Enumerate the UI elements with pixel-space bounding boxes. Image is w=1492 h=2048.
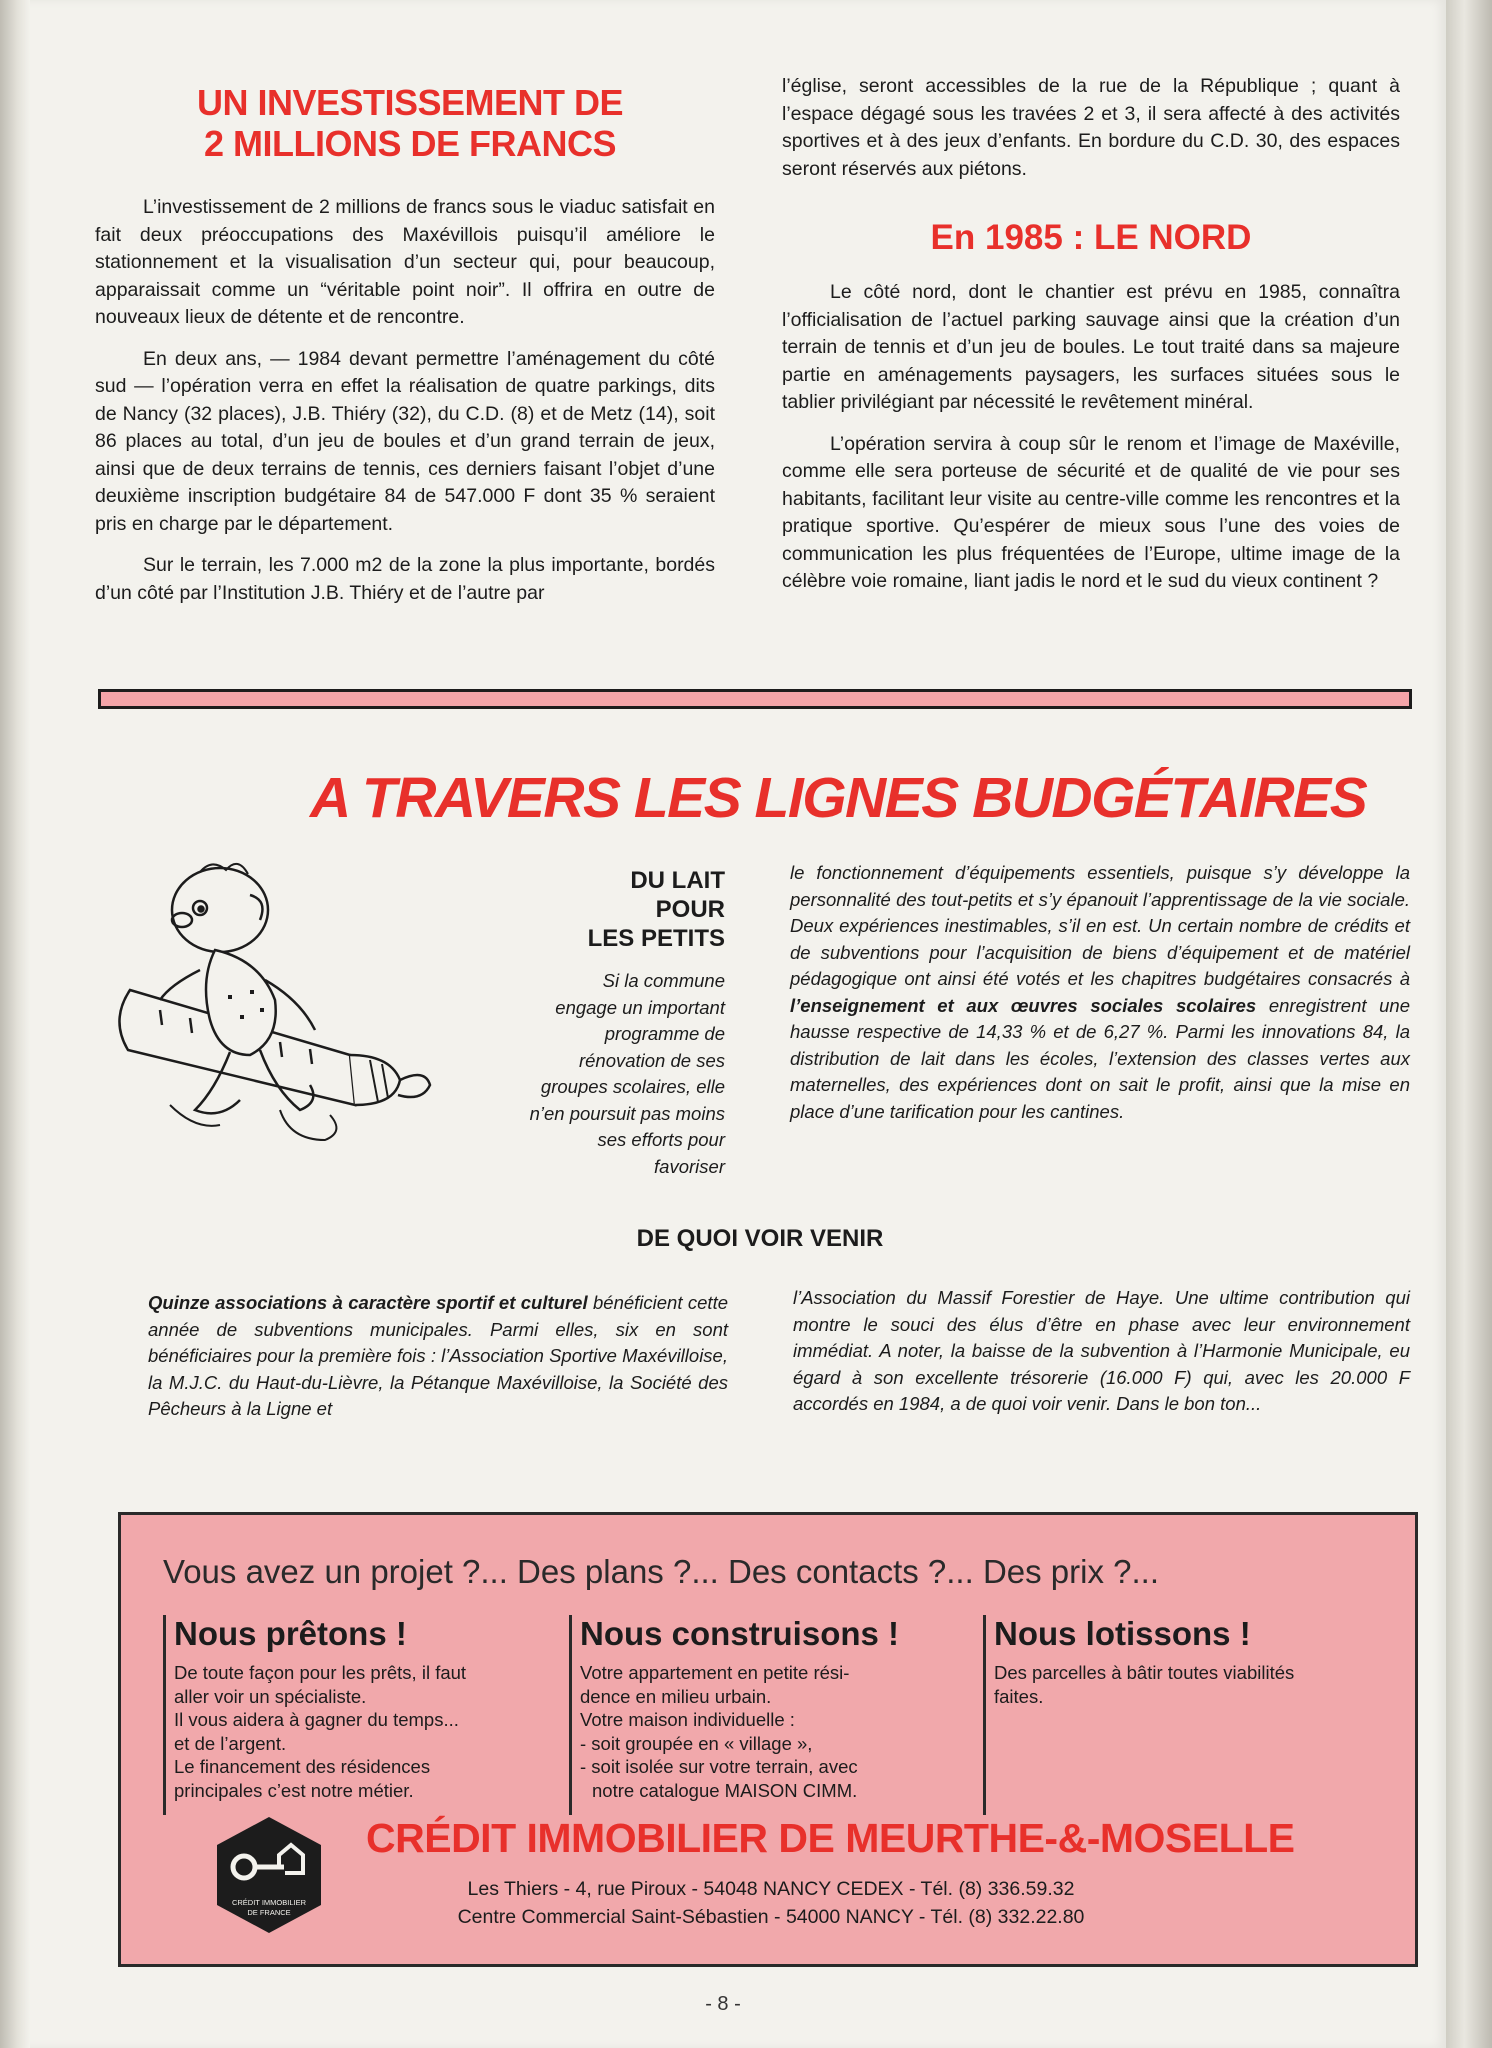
address-line: Les Thiers - 4, rue Piroux - 54048 NANCY CEDEX - Tél. (8) 336.59.32 (467, 1878, 1075, 1900)
text-run: le fonctionnement d’équipements essentiels, puisque s’y développe la personnalité des tout-petits et s’y épanouit l’apprentissage de la vie sociale. Deux expériences inestimables, s’il en est. Un certain nombre de crédits et de subventions pour l’acquisition de biens d’équipement et de matériel pédagogique ont ainsi été votés et les chapitres budgétaires consacrés à (790, 862, 1410, 989)
text-line: Si la commune (602, 970, 725, 991)
baby-bottle-illustration (100, 840, 445, 1170)
sidebar-text (430, 968, 725, 1180)
page-edge (1446, 0, 1492, 2048)
text-line: Votre appartement en petite rési- (580, 1662, 850, 1683)
ad-column-title: Nous lotissons ! (994, 1615, 1251, 1652)
subtitle: En 1985 : LE NORD (930, 218, 1252, 257)
heading-line: DU LAIT (630, 867, 725, 894)
article-right-column (782, 73, 1400, 197)
section-title: A TRAVERS LES LIGNES BUDGÉTAIRES (310, 766, 1367, 830)
ad-column-text (994, 1661, 1394, 1708)
bold-text-run: Quinze associations à caractère sportif et culturel (148, 1292, 588, 1313)
page-number: - 8 - (705, 1993, 741, 2015)
title-line-2: 2 MILLIONS DE FRANCS (203, 123, 616, 164)
bold-text-run: l’enseignement et aux œuvres sociales scolaires (790, 994, 1257, 1016)
ad-column-text (174, 1661, 554, 1802)
paragraph: L’opération servira à coup sûr le renom et l’image de Maxéville, comme elle sera porteuse de sécurité et de qualité de vie pour ses habitants, facilitant leur visite au centre-ville comme les rencontres et la pratique sportive. Qu’espérer de mieux sous l’une des voies de communication les plus fréquentées de l’Europe, ultime image de la célèbre voie romaine, liant jadis le nord et le sud du vieux continent ? (782, 432, 1400, 592)
paragraph: l’Association du Massif Forestier de Haye. Une ultime contribution qui montre le souci des élus d’être en phase avec leur environnement immédiat. A noter, la baisse de la subvention à l’Harmonie Municipale, eu égard à son excellente trésorerie (16.000 F) qui, avec les 20.000 F accordés en 1984, a de quoi voir venir. Dans le bon ton... (793, 1287, 1410, 1414)
text-line: dence en milieu urbain. (580, 1685, 772, 1707)
address-line: Centre Commercial Saint-Sébastien - 54000 NANCY - Tél. (8) 332.22.80 (457, 1906, 1085, 1928)
paragraph: l’église, seront accessibles de la rue de la République ; quant à l’espace dégagé sous les travées 2 et 3, il sera affecté à des activités sportives et à des jeux d’enfants. En bordure du C.D. 30, des espaces seront réservés aux piétons. (782, 75, 1400, 180)
ad-column-loans (163, 1615, 554, 1815)
text-line: faites. (994, 1685, 1044, 1707)
paragraph: Sur le terrain, les 7.000 m2 de la zone la plus importante, bordés d’un côté par l’Institution J.B. Thiéry et de l’autre par (95, 554, 715, 604)
text-line: - soit groupée en « village », (580, 1732, 813, 1754)
text-line: ses efforts pour (597, 1129, 725, 1150)
text-line: aller voir un spécialiste. (174, 1685, 367, 1707)
ad-tagline: Vous avez un projet ?... Des plans ?... Des contacts ?... Des prix ?... (163, 1553, 1159, 1590)
article-left-column (95, 194, 715, 607)
ad-column-title: Nous prêtons ! (174, 1615, 407, 1652)
logo-text: CRÉDIT IMMOBILIER (231, 1898, 307, 1907)
heading-line: LES PETITS (587, 925, 725, 952)
section-right-column (790, 860, 1410, 1125)
text-run: bénéficient cette année de subventions municipales. Parmi elles, six en sont bénéficiaires pour la première fois : l’Association Sportive Maxévilloise, la M.J.C. du Haut-du-Lièvre, la Pétanque Maxévilloise, la Société des Pêcheurs à la Ligne et (148, 1292, 728, 1419)
section-subheading: DE QUOI VOIR VENIR (636, 1225, 884, 1252)
text-line: programme de (604, 1023, 725, 1044)
ad-column-lots (983, 1615, 1394, 1815)
text-line: n’en poursuit pas moins (529, 1102, 725, 1124)
paragraph: L’investissement de 2 millions de francs sous le viaduc satisfait en fait deux préoccupations des Maxévillois puisqu’il améliore le stationnement et la visualisation d’un secteur qui, pour beaucoup, apparaissait comme un “véritable point noir”. Il offrira en outre de nouveaux lieux de détente et de rencontre. (95, 196, 715, 328)
text-line: De toute façon pour les prêts, il faut (174, 1662, 467, 1683)
title-line-1: UN INVESTISSEMENT DE (196, 82, 624, 123)
paragraph (790, 860, 1410, 1125)
associations-right-column (793, 1285, 1410, 1418)
text-line: Il vous aidera à gagner du temps... (174, 1709, 459, 1730)
paragraph (148, 1290, 728, 1423)
ad-column-text (580, 1661, 960, 1802)
article-right-column-2 (782, 279, 1400, 610)
logo-text: DE FRANCE (247, 1908, 291, 1917)
associations-left-column (148, 1290, 728, 1423)
paragraph: En deux ans, — 1984 devant permettre l’aménagement du côté sud — l’opération verra en effet la réalisation de quatre parkings, dits de Nancy (32 places), J.B. Thiéry (32), du C.D. (8) et de Metz (14), soit 86 places au total, d’un jeu de boules et d’un grand terrain de jeux, ainsi que de deux terrains de tennis, ces derniers faisant l’objet d’une deuxième inscription budgétaire 84 de 547.000 F dont 35 % seraient pris en charge par le département. (95, 347, 715, 535)
text-line: Des parcelles à bâtir toutes viabilités (994, 1662, 1295, 1683)
advertisement-box (118, 1512, 1418, 1967)
text-line: rénovation de ses (578, 1049, 725, 1071)
heading-line: POUR (655, 896, 725, 923)
text-line: notre catalogue MAISON CIMM. (592, 1779, 858, 1801)
separator-bar (98, 689, 1412, 709)
text-line: - soit isolée sur votre terrain, avec (580, 1756, 858, 1777)
binding-edge (0, 0, 30, 2048)
sidebar-heading (520, 866, 725, 953)
credit-immobilier-logo (209, 1815, 329, 1935)
ad-column-construction (569, 1615, 960, 1815)
paragraph: Le côté nord, dont le chantier est prévu en 1985, connaîtra l’officialisation de l’actuel parking sauvage ainsi que la création d’un terrain de tennis et d’un jeu de boules. Le tout traité dans sa majeure partie en aménagements paysagers, les surfaces situées sous le tablier privilégiant par nécessité le revêtement minéral. (782, 281, 1400, 413)
ad-brand-name: CRÉDIT IMMOBILIER DE MEURTHE-&-MOSELLE (366, 1815, 1295, 1861)
text-line: principales c’est notre métier. (174, 1779, 414, 1801)
text-line: engage un important (555, 996, 725, 1018)
ad-addresses (421, 1875, 1121, 1931)
text-line: Votre maison individuelle : (580, 1709, 795, 1730)
text-run: enregistrent une hausse respective de 14,33 % et de 6,27 %. Parmi les innovations 84, la distribution de lait dans les écoles, l’extension des classes vertes aux maternelles, des expériences dont on sait le profit, ainsi que la mise en place d’une tarification pour les cantines. (790, 994, 1411, 1122)
text-line: groupes scolaires, elle (540, 1076, 725, 1097)
article-title (140, 82, 680, 164)
text-line: favoriser (654, 1155, 725, 1177)
text-line: et de l’argent. (174, 1732, 287, 1754)
text-line: Le financement des résidences (174, 1756, 431, 1777)
ad-column-title: Nous construisons ! (580, 1615, 900, 1652)
